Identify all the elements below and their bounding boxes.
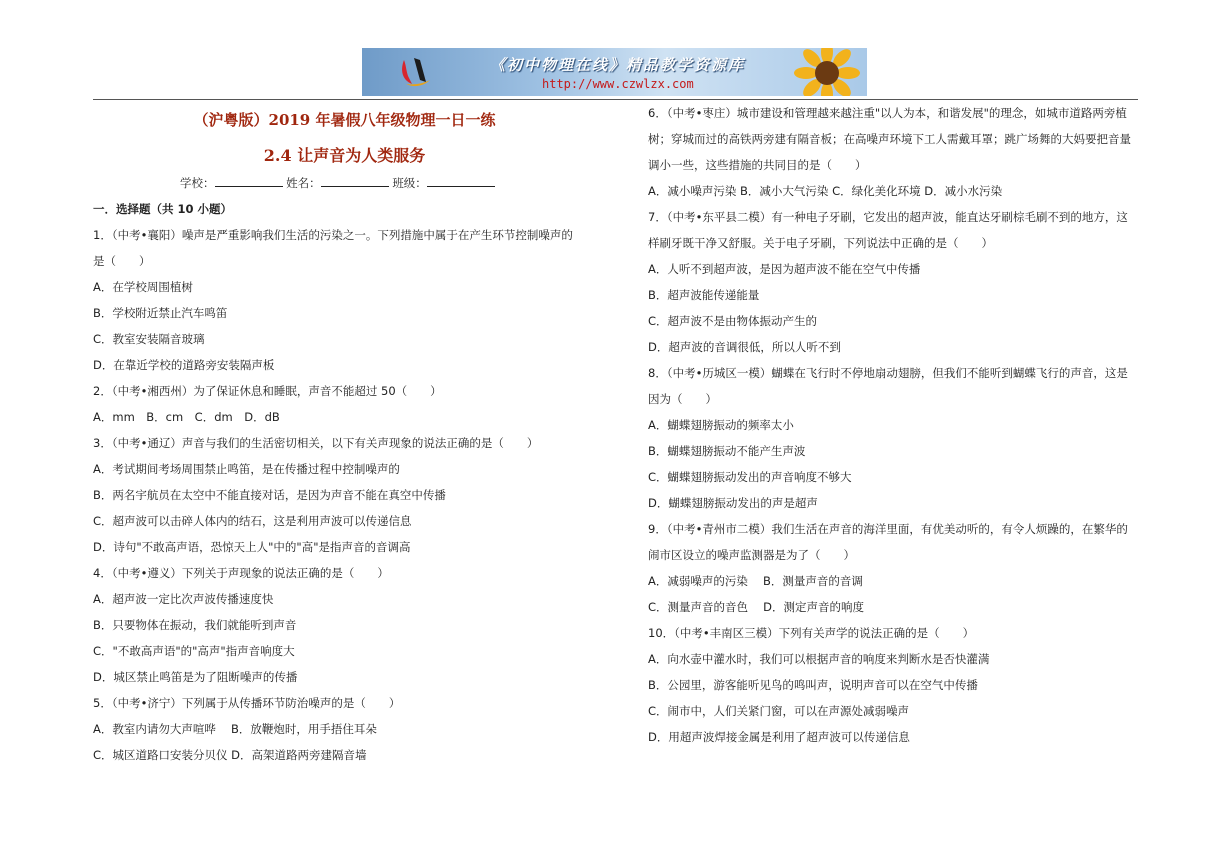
question-line: 5．（中考•济宁）下列属于从传播环节防治噪声的是（ ） xyxy=(93,696,401,710)
banner-title: 《初中物理在线》精品教学资源库 xyxy=(490,56,746,74)
question-line: 8．（中考•历城区一模）蝴蝶在飞行时不停地扇动翅膀，但我们不能听到蝴蝶飞行的声音，这是 xyxy=(648,366,1128,380)
option-line: A．考试期间考场周围禁止鸣笛，是在传播过程中控制噪声的 xyxy=(93,462,400,476)
question-line: 6．（中考•枣庄）城市建设和管理越来越注重"以人为本，和谐发展"的理念，如城市道路两旁植 xyxy=(648,106,1127,120)
question-line: 是（ ） xyxy=(93,254,151,268)
page-subtitle: 2.4 让声音为人类服务 xyxy=(263,146,426,165)
option-line: D．蝴蝶翅膀振动发出的声是超声 xyxy=(648,496,818,510)
option-line: C．超声波不是由物体振动产生的 xyxy=(648,314,818,328)
option-line: A．向水壶中灌水时，我们可以根据声音的响度来判断水是否快灌满 xyxy=(648,652,990,666)
school-field[interactable] xyxy=(215,175,283,187)
option-line: B．两名宇航员在太空中不能直接对话，是因为声音不能在真空中传播 xyxy=(93,488,446,502)
option-line: A．超声波一定比次声波传播速度快 xyxy=(93,592,274,606)
question-line: 树；穿城而过的高铁两旁建有隔音板；在高噪声环境下工人需戴耳罩；跳广场舞的大妈要把音量 xyxy=(648,132,1131,146)
question-line: 2．（中考•湘西州）为了保证休息和睡眠，声音不能超过 50（ ） xyxy=(93,384,442,398)
option-line: D．超声波的音调很低，所以人听不到 xyxy=(648,340,841,354)
class-field[interactable] xyxy=(427,175,495,187)
option-line: B．超声波能传递能量 xyxy=(648,288,760,302)
question-line: 3．（中考•通辽）声音与我们的生活密切相关，以下有关声现象的说法正确的是（ ） xyxy=(93,436,539,450)
option-line: B．蝴蝶翅膀振动不能产生声波 xyxy=(648,444,806,458)
student-info-row xyxy=(180,175,495,191)
question-line: 调小一些，这些措施的共同目的是（ ） xyxy=(648,158,867,172)
question-line: 因为（ ） xyxy=(648,392,717,406)
option-line: C．教室安装隔音玻璃 xyxy=(93,332,205,346)
option-line: A．人听不到超声波，是因为超声波不能在空气中传播 xyxy=(648,262,921,276)
question-line: 1．（中考•襄阳）噪声是严重影响我们生活的污染之一。下列措施中属于在产生环节控制噪声的 xyxy=(93,228,573,242)
page-title: （沪粤版）2019 年暑假八年级物理一日一练 xyxy=(193,111,496,129)
option-line: B．公园里，游客能听见鸟的鸣叫声，说明声音可以在空气中传播 xyxy=(648,678,978,692)
banner-url[interactable]: http://www.czwlzx.com xyxy=(542,77,694,91)
option-line: D．在靠近学校的道路旁安装隔声板 xyxy=(93,358,275,372)
option-line: C．蝴蝶翅膀振动发出的声音响度不够大 xyxy=(648,470,852,484)
logo-icon xyxy=(398,56,432,88)
school-label: 学校： xyxy=(180,176,215,190)
name-label: 姓名： xyxy=(286,176,321,190)
option-line: D．诗句"不敢高声语，恐惊天上人"中的"高"是指声音的音调高 xyxy=(93,540,411,554)
option-line: B．学校附近禁止汽车鸣笛 xyxy=(93,306,228,320)
option-line: A．减小噪声污染 B．减小大气污染 C．绿化美化环境 D．减小水污染 xyxy=(648,184,1003,198)
question-line: 7．（中考•东平县二模）有一种电子牙刷，它发出的超声波，能直达牙刷棕毛刷不到的地方，这 xyxy=(648,210,1128,224)
question-line: 9．（中考•青州市二模）我们生活在声音的海洋里面，有优美动听的，有令人烦躁的，在繁华的 xyxy=(648,522,1128,536)
option-line: C．测量声音的音色 D．测定声音的响度 xyxy=(648,600,865,614)
option-line: A．mm B．cm C．dm D．dB xyxy=(93,410,280,424)
question-line: 闹市区设立的噪声监测器是为了（ ） xyxy=(648,548,855,562)
option-line: A．在学校周围植树 xyxy=(93,280,193,294)
name-field[interactable] xyxy=(321,175,389,187)
header-rule xyxy=(93,99,1138,100)
question-line: 样刷牙既干净又舒服。关于电子牙刷，下列说法中正确的是（ ） xyxy=(648,236,993,250)
option-line: B．只要物体在振动，我们就能听到声音 xyxy=(93,618,297,632)
option-line: C．城区道路口安装分贝仪 D．高架道路两旁建隔音墙 xyxy=(93,748,367,762)
option-line: A．教室内请勿大声喧哗 B．放鞭炮时，用手捂住耳朵 xyxy=(93,722,377,736)
option-line: A．减弱噪声的污染 B．测量声音的音调 xyxy=(648,574,863,588)
option-line: A．蝴蝶翅膀振动的频率太小 xyxy=(648,418,794,432)
question-line: 4．（中考•遵义）下列关于声现象的说法正确的是（ ） xyxy=(93,566,389,580)
question-line: 10．（中考•丰南区三模）下列有关声学的说法正确的是（ ） xyxy=(648,626,975,640)
sunflower-icon xyxy=(792,48,862,96)
class-label: 班级： xyxy=(392,176,427,190)
section-heading: 一．选择题（共 10 小题） xyxy=(93,202,233,216)
option-line: C．"不敢高声语"的"高声"指声音响度大 xyxy=(93,644,295,658)
option-line: C．闹市中，人们关紧门窗，可以在声源处减弱噪声 xyxy=(648,704,910,718)
option-line: D．用超声波焊接金属是利用了超声波可以传递信息 xyxy=(648,730,910,744)
option-line: D．城区禁止鸣笛是为了阻断噪声的传播 xyxy=(93,670,298,684)
option-line: C．超声波可以击碎人体内的结石，这是利用声波可以传递信息 xyxy=(93,514,412,528)
header-banner xyxy=(362,48,867,96)
